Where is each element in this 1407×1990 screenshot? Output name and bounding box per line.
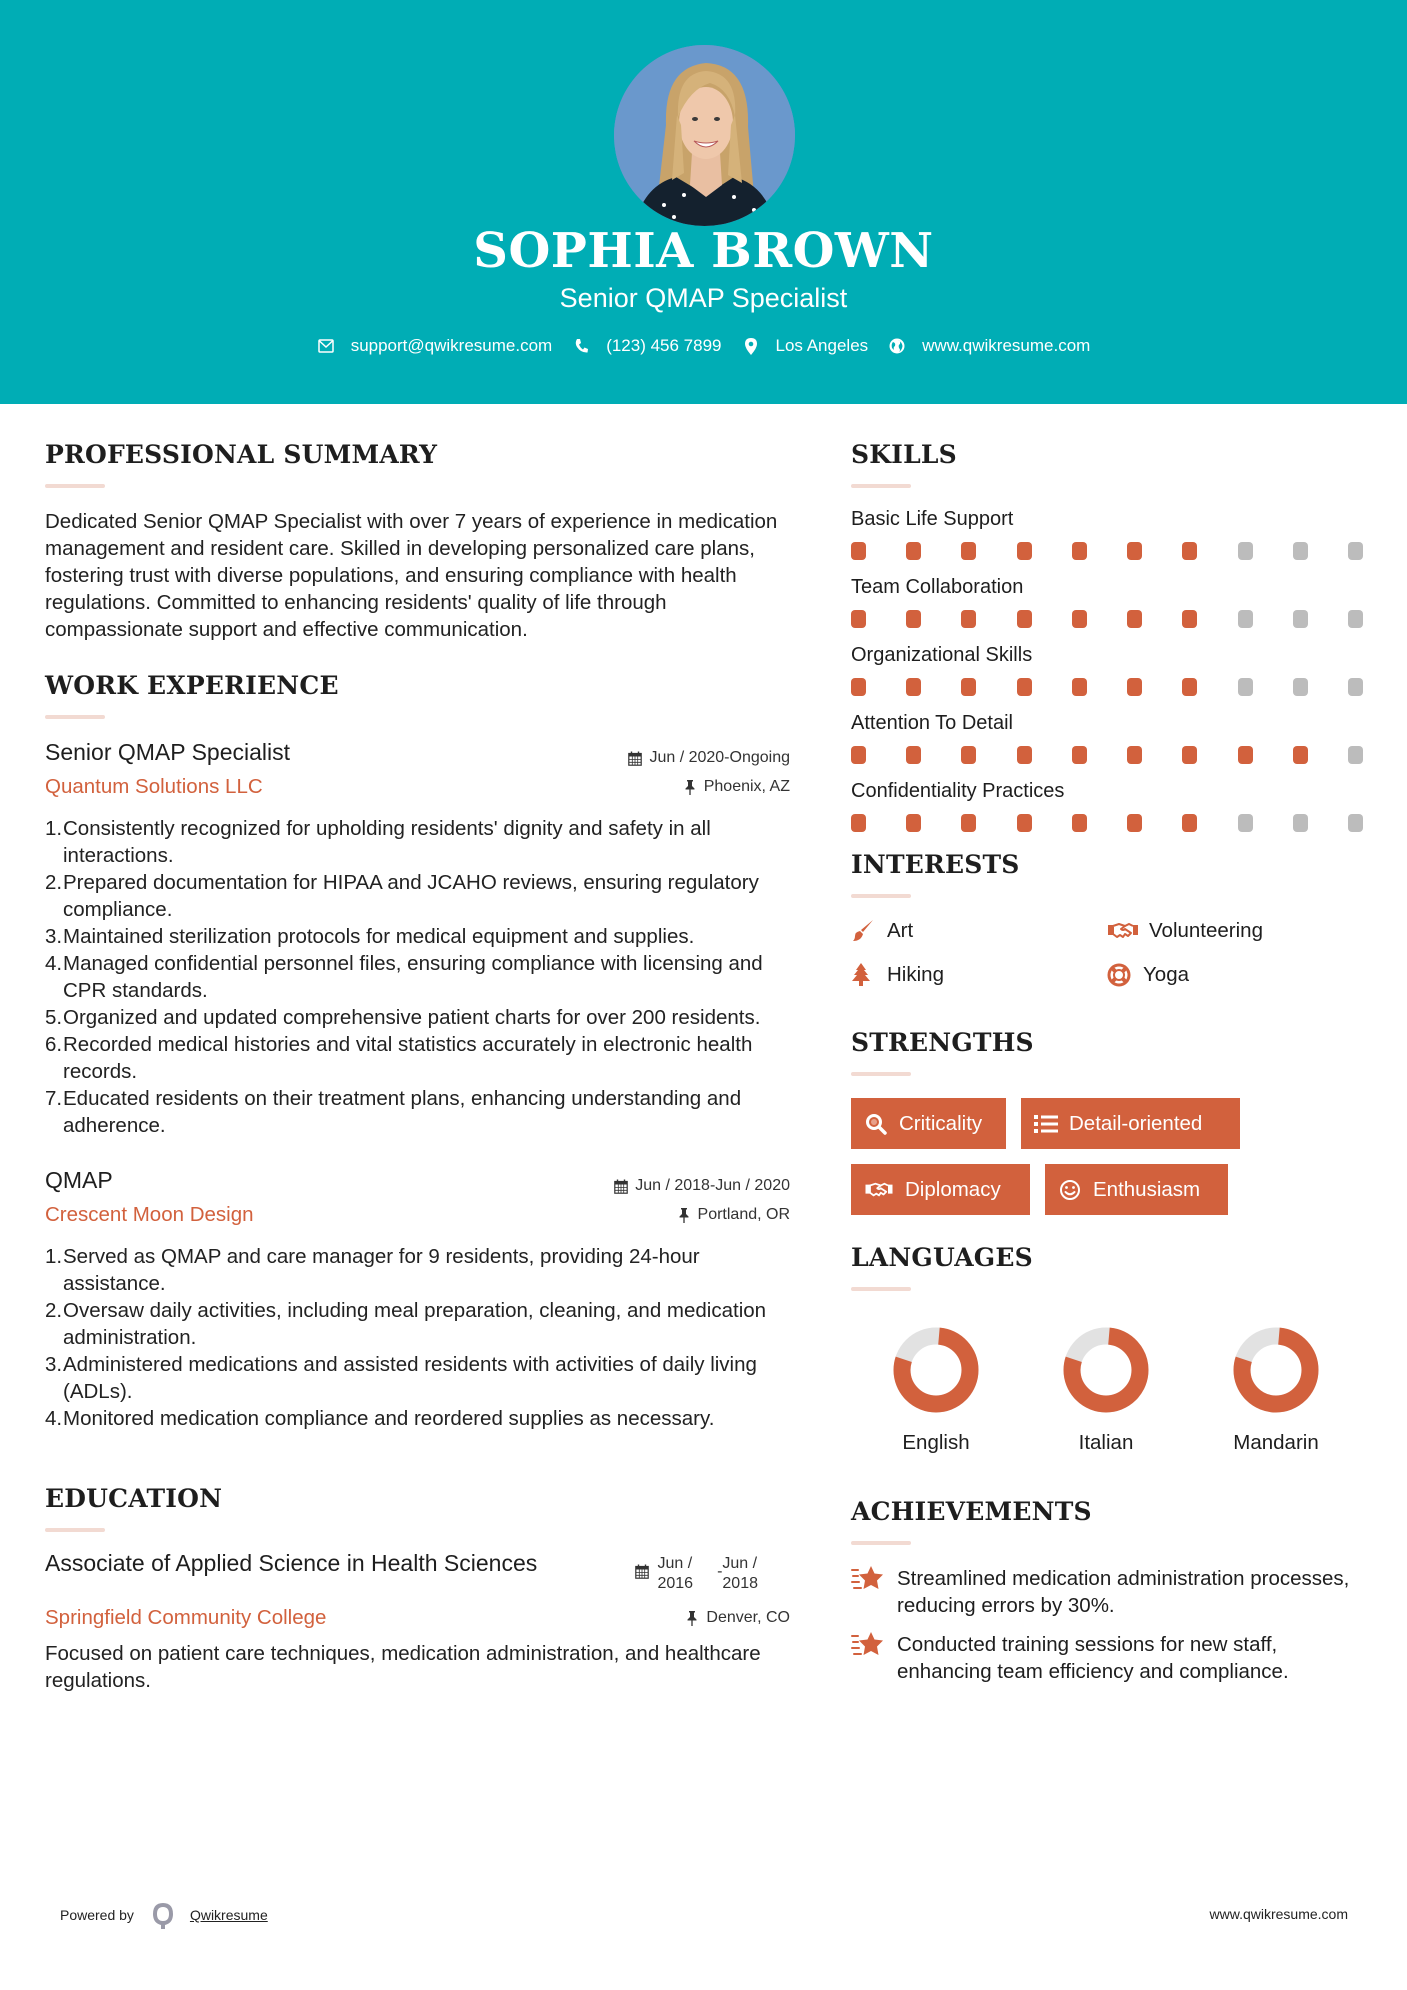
map-marker-icon — [742, 337, 760, 355]
skill-dot — [1182, 814, 1197, 832]
skill-dot — [1182, 542, 1197, 560]
language-item — [1021, 1327, 1191, 1455]
skill-dot — [1017, 542, 1032, 560]
list-icon — [1033, 1111, 1059, 1137]
skill-dot — [1348, 542, 1363, 560]
contact-email[interactable] — [317, 336, 553, 356]
strengths-section — [851, 1028, 1371, 1215]
job-entry — [45, 737, 790, 1139]
handshake-icon — [863, 1177, 895, 1203]
skill-dot — [1238, 678, 1253, 696]
skill-dot — [961, 814, 976, 832]
skill-rating — [851, 542, 1363, 560]
language-name: Mandarin — [1233, 1431, 1319, 1454]
star-icon — [851, 1564, 885, 1594]
contact-phone-text: (123) 456 7899 — [606, 336, 722, 355]
section-divider — [851, 484, 911, 488]
section-divider — [851, 1541, 911, 1545]
skill-dot — [906, 746, 921, 764]
language-proficiency-donut — [1233, 1327, 1319, 1413]
skill-rating — [851, 678, 1363, 696]
strength-badge-diplomacy: Diplomacy — [851, 1164, 1030, 1215]
footer-website-link[interactable]: www.qwikresume.com — [1209, 1906, 1348, 1922]
left-column — [45, 440, 790, 1694]
skill-dot — [1182, 678, 1197, 696]
school-name: Springfield Community College — [45, 1606, 327, 1629]
bullet-item: 3. Maintained sterilization protocols for medical equipment and supplies. — [45, 925, 695, 948]
bullet-item: 2. Oversaw daily activities, including meal preparation, cleaning, and medication administration. — [45, 1299, 767, 1349]
skill-dot — [1348, 678, 1363, 696]
interest-item-volunteering: Volunteering — [1107, 916, 1363, 946]
bullet-item: 4. Monitored medication compliance and reordered supplies as necessary. — [45, 1407, 715, 1430]
globe-icon — [888, 337, 906, 355]
bullet-item: 6. Recorded medical histories and vital statistics accurately in electronic health records. — [45, 1033, 753, 1083]
interest-item-yoga: Yoga — [1107, 960, 1363, 990]
skill-dot — [1017, 678, 1032, 696]
section-divider — [851, 1072, 911, 1076]
language-proficiency-donut — [893, 1327, 979, 1413]
skill-dot — [1182, 746, 1197, 764]
skill-dot — [1017, 610, 1032, 628]
skill-dot — [1348, 746, 1363, 764]
job-dates: Jun / 2018-Jun / 2020 — [613, 1177, 790, 1195]
section-divider — [45, 484, 105, 488]
skill-dot — [1127, 746, 1142, 764]
skill-dot — [1293, 746, 1308, 764]
skill-dot — [906, 678, 921, 696]
experience-section — [45, 671, 790, 1432]
bullet-item: 4. Managed confidential personnel files, ensuring compliance with licensing and CPR standards. — [45, 952, 763, 1002]
skill-dot — [1348, 814, 1363, 832]
skill-dot — [1238, 814, 1253, 832]
skill-name: Confidentiality Practices — [851, 780, 1065, 802]
strength-badge-criticality: Criticality — [851, 1098, 1006, 1149]
job-title: QMAP — [45, 1167, 113, 1193]
calendar-icon — [627, 750, 643, 766]
pushpin-icon — [684, 1610, 700, 1626]
school-location: Denver, CO — [684, 1609, 790, 1627]
skill-name: Attention To Detail — [851, 712, 1013, 734]
skill-dot — [1238, 542, 1253, 560]
tree-icon — [851, 962, 879, 988]
job-bullets — [45, 1243, 790, 1432]
skill-dot — [1348, 610, 1363, 628]
candidate-title: Senior QMAP Specialist — [559, 283, 848, 313]
skill-dot — [906, 542, 921, 560]
summary-text: Dedicated Senior QMAP Specialist with over 7 years of experience in medication management and resident care. Skilled in developing personalized care plans, fostering trust with diverse populations, and ensuring compliance with health regulations. Committed to enhancing residents' quality of life through compassionate support and effective communication. — [45, 510, 778, 641]
education-description: Focused on patient care techniques, medication administration, and healthcare regulations. — [45, 1642, 761, 1692]
section-heading: LANGUAGES — [851, 1243, 1033, 1272]
skill-dot — [851, 814, 866, 832]
skill-rating — [851, 610, 1363, 628]
footer-powered-by: Powered by Qwikresume — [60, 1900, 268, 1930]
skill-dot — [851, 610, 866, 628]
bullet-item: 3. Administered medications and assisted residents with activities of daily living (ADLs). — [45, 1353, 757, 1403]
calendar-icon — [613, 1178, 629, 1194]
degree-title: Associate of Applied Science in Health Sciences — [45, 1550, 538, 1576]
interest-item-art: Art — [851, 916, 1107, 946]
phone-icon — [572, 337, 590, 355]
job-dates: Jun / 2020-Ongoing — [627, 749, 790, 767]
paintbrush-icon — [851, 918, 879, 944]
qwikresume-logo-icon — [150, 1900, 176, 1930]
skill-dot — [1072, 814, 1087, 832]
skill-dot — [906, 610, 921, 628]
skill-rating — [851, 746, 1363, 764]
education-entry — [45, 1548, 790, 1694]
interests-section — [851, 850, 1371, 990]
job-location: Phoenix, AZ — [682, 778, 790, 796]
job-entry — [45, 1165, 790, 1432]
section-heading: SKILLS — [851, 440, 957, 469]
section-heading: WORK EXPERIENCE — [45, 671, 339, 700]
skill-dot — [1127, 678, 1142, 696]
skill-dot — [1072, 542, 1087, 560]
contact-location-text: Los Angeles — [775, 336, 869, 355]
strength-badge-detail-oriented: Detail-oriented — [1021, 1098, 1240, 1149]
contact-phone[interactable] — [572, 336, 721, 356]
bullet-item: 2. Prepared documentation for HIPAA and JCAHO reviews, ensuring regulatory compliance. — [45, 871, 759, 921]
skill-dot — [1182, 610, 1197, 628]
section-divider — [45, 1528, 105, 1532]
achievement-item: Streamlined medication administration processes, reducing errors by 30%. — [851, 1565, 1371, 1619]
section-divider — [851, 1287, 911, 1291]
contact-email-text: support@qwikresume.com — [350, 336, 553, 355]
skill-dot — [1293, 610, 1308, 628]
skill-dot — [1072, 746, 1087, 764]
star-icon — [851, 1630, 885, 1660]
bullet-item: 1. Served as QMAP and care manager for 9 residents, providing 24-hour assistance. — [45, 1245, 700, 1295]
skill-name: Organizational Skills — [851, 644, 1033, 666]
profile-photo — [614, 45, 795, 226]
language-item — [1191, 1327, 1361, 1455]
strength-badge-enthusiasm: Enthusiasm — [1045, 1164, 1228, 1215]
skill-dot — [906, 814, 921, 832]
bullet-item: 5. Organized and updated comprehensive patient charts for over 200 residents. — [45, 1006, 761, 1029]
handshake-icon — [1107, 918, 1141, 944]
language-name: Italian — [1078, 1431, 1134, 1454]
skill-dot — [851, 746, 866, 764]
skill-dot — [961, 542, 976, 560]
contact-bar — [0, 336, 1407, 356]
contact-location — [742, 336, 869, 356]
skill-dot — [1127, 610, 1142, 628]
skill-dot — [1127, 814, 1142, 832]
skill-dot — [1017, 814, 1032, 832]
language-item — [851, 1327, 1021, 1455]
skill-dot — [961, 746, 976, 764]
skill-name: Team Collaboration — [851, 576, 1024, 598]
skill-dot — [961, 610, 976, 628]
skill-dot — [1127, 542, 1142, 560]
skill-dot — [1072, 610, 1087, 628]
summary-section — [45, 440, 790, 643]
skill-dot — [851, 542, 866, 560]
section-heading: EDUCATION — [45, 1484, 223, 1513]
candidate-name: SOPHIA BROWN — [473, 223, 934, 279]
section-divider — [851, 894, 911, 898]
skill-dot — [1017, 746, 1032, 764]
skill-dot — [1293, 678, 1308, 696]
job-bullets — [45, 815, 790, 1139]
life-ring-icon — [1107, 962, 1135, 988]
section-heading: STRENGTHS — [851, 1028, 1034, 1057]
language-proficiency-donut — [1063, 1327, 1149, 1413]
bullet-item: 7. Educated residents on their treatment plans, enhancing understanding and adherence. — [45, 1087, 742, 1137]
calendar-icon — [635, 1564, 651, 1580]
skill-rating — [851, 814, 1363, 832]
skill-dot — [851, 678, 866, 696]
skill-dot — [1293, 814, 1308, 832]
pushpin-icon — [676, 1207, 692, 1223]
interest-item-hiking: Hiking — [851, 960, 1107, 990]
envelope-icon — [317, 337, 335, 355]
languages-section — [851, 1243, 1371, 1455]
resume-header — [0, 0, 1407, 404]
section-divider — [45, 715, 105, 719]
skill-dot — [961, 678, 976, 696]
section-heading: ACHIEVEMENTS — [851, 1497, 1092, 1526]
skill-dot — [1238, 610, 1253, 628]
section-heading: PROFESSIONAL SUMMARY — [45, 440, 438, 469]
language-name: English — [902, 1431, 970, 1454]
contact-website[interactable] — [888, 336, 1090, 356]
skills-section — [851, 440, 1371, 832]
section-heading: INTERESTS — [851, 850, 1020, 879]
pushpin-icon — [682, 779, 698, 795]
contact-website-text: www.qwikresume.com — [922, 336, 1091, 355]
skill-dot — [1293, 542, 1308, 560]
skill-dot — [1238, 746, 1253, 764]
right-column — [851, 440, 1371, 1697]
job-location: Portland, OR — [676, 1206, 790, 1224]
company-name: Quantum Solutions LLC — [45, 775, 263, 798]
company-name: Crescent Moon Design — [45, 1203, 254, 1226]
education-section — [45, 1484, 790, 1694]
achievements-section — [851, 1497, 1371, 1685]
job-title: Senior QMAP Specialist — [45, 739, 291, 765]
skill-dot — [1072, 678, 1087, 696]
skill-name: Basic Life Support — [851, 508, 1014, 530]
education-dates: Jun / 2016 - Jun / 2018 — [635, 1554, 758, 1594]
qwikresume-link[interactable]: Qwikresume — [189, 1907, 268, 1923]
search-icon — [863, 1111, 889, 1137]
smile-icon — [1057, 1177, 1083, 1203]
achievement-item: Conducted training sessions for new staff, enhancing team efficiency and compliance. — [851, 1631, 1371, 1685]
bullet-item: 1. Consistently recognized for upholding residents' dignity and safety in all interactions. — [45, 817, 711, 867]
